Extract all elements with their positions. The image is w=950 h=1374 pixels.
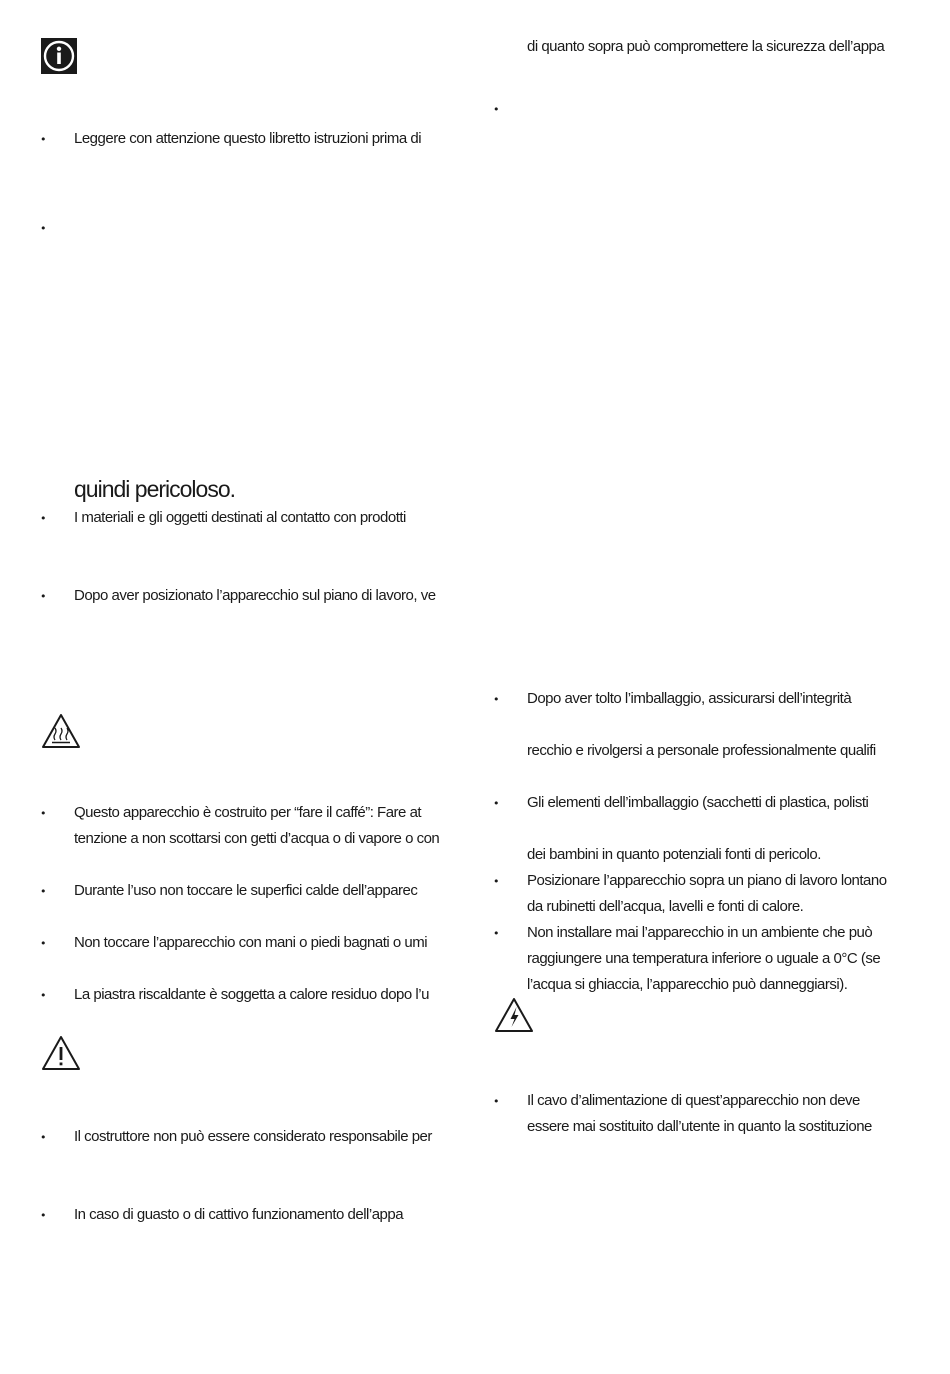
bullet-marker: • <box>40 937 47 950</box>
list-item: Non installare mai l’apparecchio in un ambiente che può <box>527 924 873 941</box>
list-item-continuation: da rubinetti dell’acqua, lavelli e fonti di calore. <box>527 898 804 915</box>
bullet-marker: • <box>493 797 500 810</box>
bullet-marker: • <box>40 222 47 235</box>
list-item: Dopo aver tolto l’imballaggio, assicurarsi dell’integrità <box>527 690 852 707</box>
list-item-continuation: recchio e rivolgersi a personale professionalmente qualifi <box>527 742 876 759</box>
list-item: Il cavo d’alimentazione di quest’apparecchio non deve <box>527 1092 860 1109</box>
list-item: I materiali e gli oggetti destinati al contatto con prodotti <box>74 509 406 526</box>
list-item: La piastra riscaldante è soggetta a calore residuo dopo l’u <box>74 986 429 1003</box>
list-item: In caso di guasto o di cattivo funzionamento dell’appa <box>74 1206 404 1223</box>
list-item-continuation: raggiungere una temperatura inferiore o uguale a 0°C (se <box>527 950 881 967</box>
bullet-marker: • <box>493 927 500 940</box>
list-item: Non toccare l’apparecchio con mani o piedi bagnati o umi <box>74 934 428 951</box>
bullet-marker: • <box>40 590 47 603</box>
bullet-marker: • <box>40 1131 47 1144</box>
list-item: Posizionare l’apparecchio sopra un piano di lavoro lontano <box>527 872 887 889</box>
bullet-marker: • <box>40 133 47 146</box>
list-item: Dopo aver posizionato l’apparecchio sul piano di lavoro, ve <box>74 587 436 604</box>
bullet-marker: • <box>40 1209 47 1222</box>
bullet-marker: • <box>40 807 47 820</box>
bullet-marker: • <box>40 885 47 898</box>
info-icon <box>41 38 77 74</box>
list-item-continuation: l’acqua si ghiaccia, l’apparecchio può danneggiarsi). <box>527 976 848 993</box>
list-item: Il costruttore non può essere considerato responsabile per <box>74 1128 432 1145</box>
continuation-text: di quanto sopra può compromettere la sicurezza dell’appa <box>527 38 885 55</box>
bullet-marker: • <box>493 875 500 888</box>
bullet-marker: • <box>493 103 500 116</box>
section-heading: quindi pericoloso. <box>74 476 236 502</box>
list-item-continuation: tenzione a non scottarsi con getti d’acqua o di vapore o con <box>74 830 440 847</box>
list-item-continuation: dei bambini in quanto potenziali fonti di pericolo. <box>527 846 821 863</box>
electric-hazard-icon <box>493 996 535 1034</box>
list-item: Questo apparecchio è costruito per “fare il caffé”: Fare at <box>74 804 422 821</box>
list-item: Gli elementi dell’imballaggio (sacchetti di plastica, polisti <box>527 794 869 811</box>
list-item-continuation: essere mai sostituito dall’utente in quanto la sostituzione <box>527 1118 872 1135</box>
intro-text: Leggere con attenzione questo libretto istruzioni prima di <box>74 130 422 147</box>
bullet-marker: • <box>493 1095 500 1108</box>
general-warning-icon <box>40 1034 82 1072</box>
list-item: Durante l’uso non toccare le superfici calde dell’apparec <box>74 882 418 899</box>
hot-surface-warning-icon <box>40 712 82 750</box>
bullet-marker: • <box>40 512 47 525</box>
bullet-marker: • <box>40 989 47 1002</box>
bullet-marker: • <box>493 693 500 706</box>
